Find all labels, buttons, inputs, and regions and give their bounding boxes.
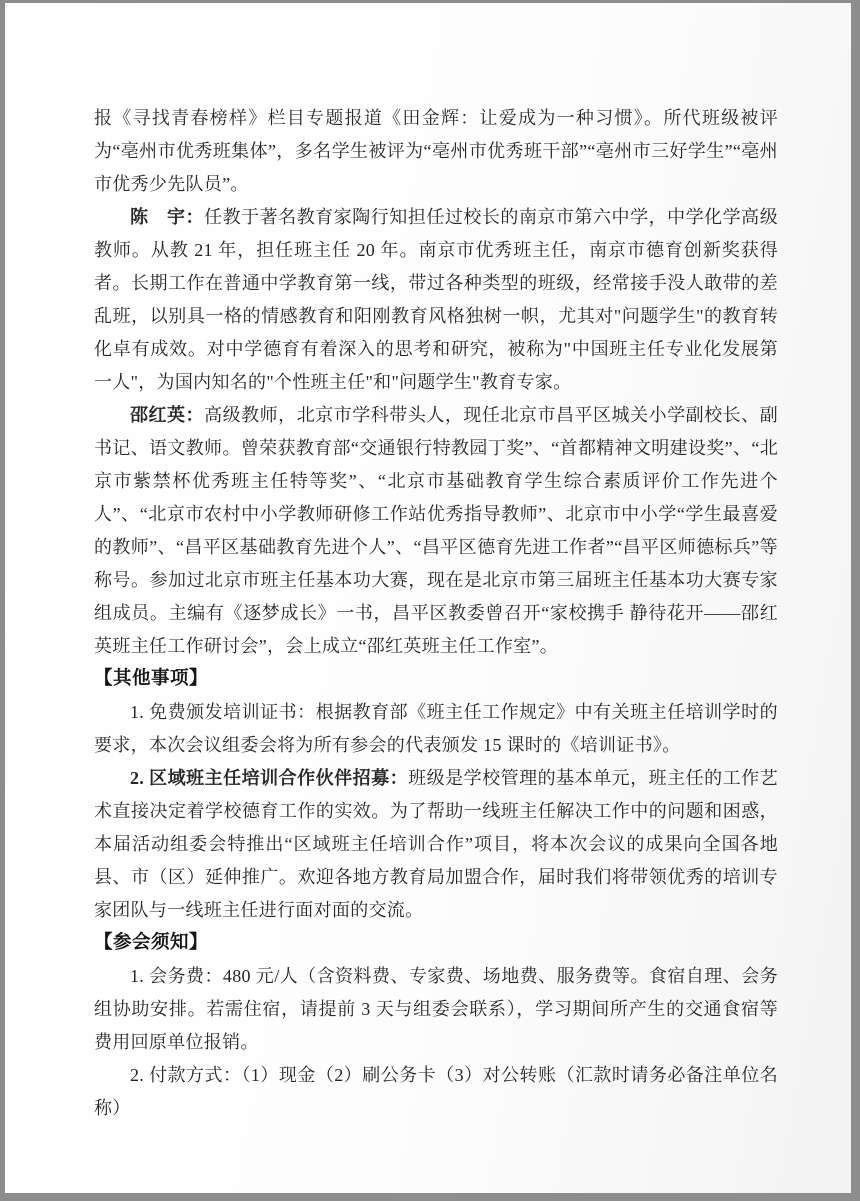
paragraph-awards-continuation: 报《寻找青春榜样》栏目专题报道《田金辉：让爱成为一种习惯》。所代班级被评为“亳州市优秀班集体”，多名学生被评为“亳州市优秀班干部”“亳州市三好学生”“亳州市优秀少先队员”。 bbox=[94, 108, 778, 194]
other-matters-item-partnership bbox=[94, 762, 778, 927]
bio-text-chen-yu: 任教于著名教育家陶行知担任过校长的南京市第六中学，中学化学高级教师。从教 21 年，担任班主任 20 年。南京市优秀班主任，南京市德育创新奖获得者。长期工作在普通中学教育第一线，带过各种类型的班级，经常接手没人敢带的差乱班，以别具一格的情感教育和阳刚教育风格独树一帜，尤其对"问题学生"的教育转化卓有成效。对中学德育有着深入的思考和研究，被称为"中国班主任专业化发展第一人"，为国内知名的"个性班主任"和"问题学生"教育专家。 bbox=[94, 207, 779, 392]
bio-text-shao-hongying: 高级教师，北京市学科带头人，现任北京市昌平区城关小学副校长、副书记、语文教师。曾荣获教育部“交通银行特教园丁奖”、“首都精神文明建设奖”、“北京市紫禁杯优秀班主任特等奖”、“北京市基础教育学生综合素质评价工作先进个人”、“北京市农村中小学教师研修工作站优秀指导教师”、北京市中小学“学生最喜爱的教师”、“昌平区基础教育先进个人”、“昌平区德育先进工作者”“昌平区师德标兵”等称号。参加过北京市班主任基本功大赛，现在是北京市第三届班主任基本功大赛专家组成员。主编有《逐梦成长》一书，昌平区教委曾召开“家校携手 静待花开——邵红英班主任工作研讨会”，会上成立“邵红英班主任工作室”。 bbox=[94, 405, 779, 656]
attendance-item-payment: 2. 付款方式：（1）现金（2）刷公务卡（3）对公转账（汇款时请务必备注单位名称） bbox=[94, 1065, 778, 1118]
other-matters-item-certificate: 1. 免费颁发培训证书：根据教育部《班主任工作规定》中有关班主任培训学时的要求，本次会议组委会将为所有参会的代表颁发 15 课时的《培训证书》。 bbox=[94, 702, 778, 755]
paragraph-bio-chen-yu bbox=[94, 201, 778, 399]
attendance-item-fee: 1. 会务费：480 元/人（含资料费、专家费、场地费、服务费等。食宿自理、会务组协助安排。若需住宿，请提前 3 天与组委会联系），学习期间所产生的交通食宿等费用回原单位报销。 bbox=[94, 966, 778, 1052]
scanned-document-page bbox=[5, 3, 851, 1193]
paragraph-bio-shao-hongying bbox=[94, 399, 778, 663]
partnership-item-text: 班级是学校管理的基本单元，班主任的工作艺术直接决定着学校德育工作的实效。为了帮助一线班主任解决工作中的问题和困惑，本届活动组委会特推出“区域班主任培训合作”项目，将本次会议的成果向全国各地县、市（区）延伸推广。欢迎各地方教育局加盟合作，届时我们将带领优秀的培训专家团队与一线班主任进行面对面的交流。 bbox=[94, 768, 778, 920]
section-heading-attendance-notice: 【参会须知】 bbox=[94, 933, 209, 953]
section-heading-other-matters: 【其他事项】 bbox=[94, 669, 209, 689]
bio-name-chen-yu: 陈 宇： bbox=[130, 207, 205, 227]
partnership-item-lead: 2. 区域班主任培训合作伙伴招募： bbox=[130, 768, 409, 788]
bio-name-shao-hongying: 邵红英： bbox=[130, 405, 205, 425]
